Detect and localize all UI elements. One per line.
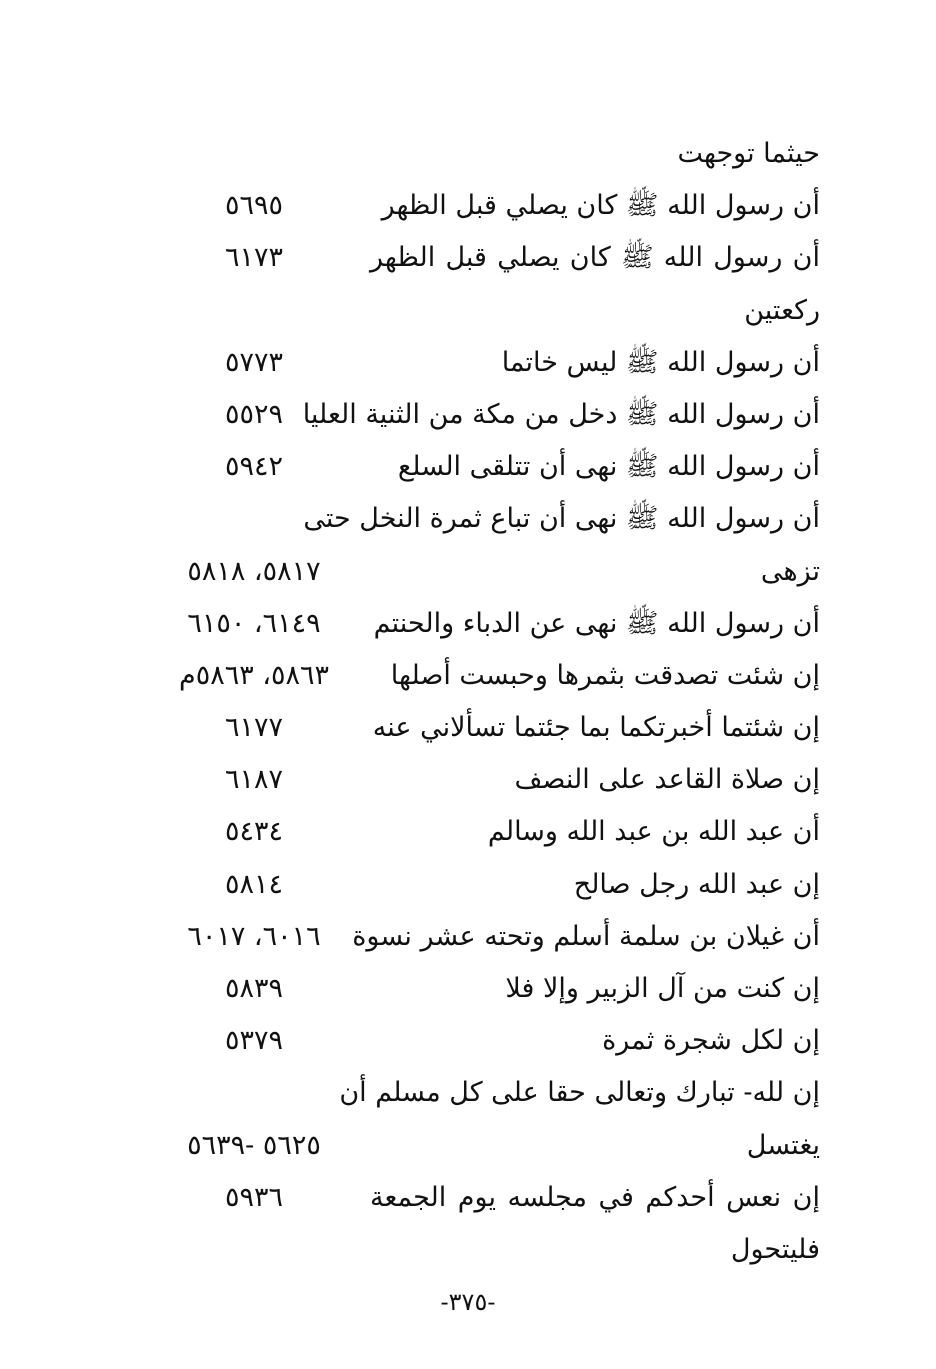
index-row: [150, 1015, 830, 1067]
index-row: [150, 1172, 830, 1224]
index-row: [150, 180, 830, 232]
entry-text: إن كنت من آل الزبير وإلا فلا: [505, 973, 820, 1004]
entry-text: يغتسل: [746, 1129, 820, 1161]
hadith-index-list: [150, 128, 830, 1276]
entry-reference-number: ٥٨٦٣، ٥٨٦٣م: [178, 659, 330, 691]
entry-text: أن رسول الله ﷺ كان يصلي قبل الظهر: [370, 242, 820, 274]
entry-reference-number: ٦٠١٦، ٦٠١٧: [187, 920, 321, 952]
index-row: [150, 598, 830, 650]
entry-text: إن لله- تبارك وتعالى حقا على كل مسلم أن: [339, 1077, 820, 1109]
entry-text: أن رسول الله ﷺ نهى أن تباع ثمرة النخل حتى: [303, 503, 820, 535]
entry-text: تزهى: [760, 555, 820, 587]
entry-text: أن عبد الله بن عبد الله وسالم: [487, 816, 820, 848]
entry-text: أن رسول الله ﷺ نهى عن الدباء والحنتم: [373, 607, 820, 639]
index-row: [150, 441, 830, 493]
entry-reference-number: ٥٥٢٩: [224, 398, 283, 430]
index-row: [150, 337, 830, 389]
entry-text: إن شئتما أخبرتكما بما جئتما تسألاني عنه: [372, 712, 820, 744]
entry-text: إن شئت تصدقت بثمرها وحبست أصلها: [390, 659, 820, 691]
index-row: [150, 128, 830, 180]
entry-text: أن رسول الله ﷺ نهى أن تتلقى السلع: [397, 451, 820, 483]
index-row: [150, 859, 830, 911]
entry-reference-number: ٥٤٣٤: [224, 816, 283, 848]
entry-reference-number: ٥٩٣٦: [224, 1181, 283, 1213]
entry-text: إن عبد الله رجل صالح: [573, 868, 820, 900]
index-row: [150, 493, 830, 545]
entry-text: فليتحول: [730, 1233, 820, 1265]
entry-text: إن صلاة القاعد على النصف: [514, 764, 820, 796]
entry-text: حيثما توجهت: [677, 138, 820, 169]
index-row: [150, 650, 830, 702]
page-number: -٣٧٥-: [440, 1288, 496, 1316]
index-row: [150, 806, 830, 858]
index-row: [150, 1120, 830, 1172]
entry-reference-number: ٥٨١٤: [224, 868, 283, 900]
entry-text: ركعتين: [744, 294, 820, 326]
entry-text: إن نعس أحدكم في مجلسه يوم الجمعة: [370, 1181, 820, 1213]
index-row: [150, 911, 830, 963]
entry-reference-number: ٥٩٤٢: [224, 451, 283, 483]
entry-reference-number: ٥٨٣٩: [224, 973, 283, 1004]
entry-text: أن رسول الله ﷺ كان يصلي قبل الظهر: [381, 190, 820, 222]
entry-reference-number: ٥٦٢٥ -٥٦٣٩: [187, 1129, 321, 1161]
entry-text: إن لكل شجرة ثمرة: [602, 1025, 820, 1057]
index-row: [150, 1224, 830, 1276]
index-row: [150, 546, 830, 598]
index-row: [150, 232, 830, 284]
index-row: [150, 754, 830, 806]
entry-reference-number: ٦١٧٧: [224, 712, 283, 744]
entry-reference-number: ٦١٤٩، ٦١٥٠: [187, 607, 321, 639]
index-row: [150, 963, 830, 1015]
entry-reference-number: ٥٧٧٣: [224, 346, 283, 378]
index-row: [150, 285, 830, 337]
index-row: [150, 1067, 830, 1119]
index-row: [150, 702, 830, 754]
entry-reference-number: ٥٨١٧، ٥٨١٨: [187, 555, 321, 587]
entry-reference-number: ٦١٨٧: [224, 764, 283, 796]
entry-reference-number: ٥٣٧٩: [224, 1025, 283, 1057]
entry-reference-number: ٦١٧٣: [224, 242, 283, 274]
entry-reference-number: ٥٦٩٥: [224, 190, 283, 222]
index-row: [150, 389, 830, 441]
entry-text: أن رسول الله ﷺ ليس خاتما: [501, 346, 820, 378]
entry-text: أن رسول الله ﷺ دخل من مكة من الثنية العليا: [302, 398, 820, 430]
entry-text: أن غيلان بن سلمة أسلم وتحته عشر نسوة: [352, 920, 820, 952]
